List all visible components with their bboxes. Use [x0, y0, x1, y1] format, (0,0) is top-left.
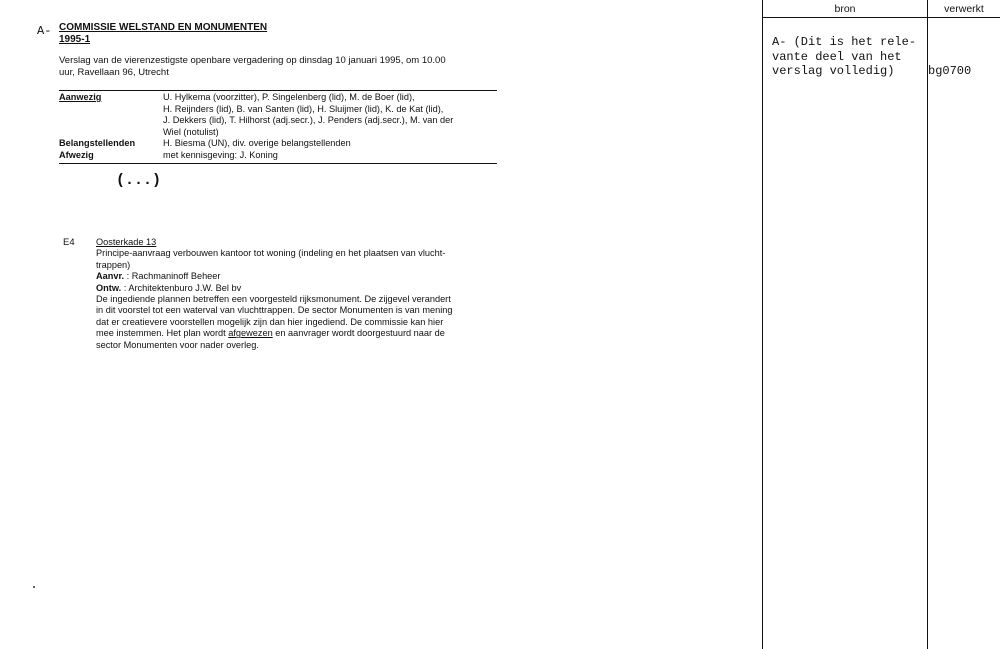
- bron-note: [772, 35, 922, 79]
- attendance-line: Wiel (notulist): [163, 126, 219, 137]
- attendance-line: H. Biesma (UN), div. overige belangstellenden: [163, 138, 351, 148]
- item-code: E4: [63, 237, 75, 248]
- title-line-2: 1995-1: [59, 34, 91, 45]
- item-applicant: [96, 271, 496, 282]
- item-description-line: Principe-aanvraag verbouwen kantoor tot woning (indeling en het plaatsen van vlucht-: [96, 248, 446, 259]
- item-description-line: trappen): [96, 259, 131, 270]
- item-address: Oosterkade 13: [96, 237, 157, 247]
- scan-speck: [33, 586, 35, 588]
- item-body-line: dat er creatievere voorstellen mogelijk zijn dan hier ingediend. De commissie kan hier: [96, 316, 444, 327]
- designer-value: : Architektenburo J.W. Bel bv: [123, 282, 242, 293]
- decision-word: afgewezen: [228, 328, 273, 339]
- bron-line: verslag volledig): [772, 64, 895, 78]
- header-bron: bron: [834, 3, 856, 15]
- agenda-item: [96, 237, 496, 351]
- item-body-line: sector Monumenten voor nader overleg.: [96, 339, 259, 350]
- attendance-row-afwezig: [59, 150, 497, 162]
- applicant-value: : Rachmaninoff Beheer: [126, 271, 221, 282]
- attendance-value: [163, 150, 497, 162]
- margin-divider-left: [762, 0, 763, 649]
- item-designer: [96, 283, 496, 294]
- attendance-label: Belangstellenden: [59, 138, 136, 148]
- designer-label: Ontw.: [96, 282, 122, 293]
- intro-line-2: uur, Ravellaan 96, Utrecht: [59, 67, 169, 78]
- attendance-label: Aanwezig: [59, 92, 102, 102]
- attendance-value: [163, 92, 497, 138]
- attendance-value: [163, 138, 497, 150]
- title-line-1: COMMISSIE WELSTAND EN MONUMENTEN: [59, 22, 268, 33]
- margin-header-line: [762, 17, 1000, 18]
- attendance-line: U. Hylkema (voorzitter), P. Singelenberg (lid), M. de Boer (lid),: [163, 92, 415, 102]
- attendance-table: [59, 90, 497, 164]
- item-body-line: in dit voorstel tot een waterval van vluchttrappen. De sector Monumenten is van mening: [96, 305, 453, 316]
- omission-ellipsis: (...): [116, 172, 162, 189]
- attendance-line: J. Dekkers (lid), T. Hilhorst (adj.secr.), J. Penders (adj.secr.), M. van der: [163, 115, 454, 125]
- document-title: [59, 22, 267, 46]
- bron-line: vante deel van het: [772, 49, 902, 64]
- verwerkt-code: bg0700: [928, 64, 972, 78]
- margin-divider-mid: [927, 0, 928, 649]
- attendance-row-aanwezig: [59, 92, 497, 138]
- item-body-line: [96, 328, 496, 339]
- item-body-line: De ingediende plannen betreffen een voorgesteld rijksmonument. De zijgevel verandert: [96, 294, 451, 305]
- attendance-row-belangstellenden: [59, 138, 497, 150]
- applicant-label: Aanvr.: [96, 271, 125, 282]
- section-marker: A-: [37, 24, 52, 38]
- attendance-line: met kennisgeving: J. Koning: [163, 149, 278, 160]
- body-text: en aanvrager wordt doorgestuurd naar de: [272, 328, 445, 339]
- header-verwerkt: verwerkt: [944, 3, 984, 15]
- bron-line: A- (Dit is het rele-: [772, 35, 917, 49]
- body-text: mee instemmen. Het plan wordt: [96, 328, 229, 339]
- attendance-line: H. Reijnders (lid), B. van Santen (lid), H. Sluijmer (lid), K. de Kat (lid),: [163, 103, 444, 114]
- intro-text: [59, 55, 499, 79]
- attendance-label: Afwezig: [59, 149, 94, 160]
- intro-line-1: Verslag van de vierenzestigste openbare vergadering op dinsdag 10 januari 1995, om 10.00: [59, 55, 446, 66]
